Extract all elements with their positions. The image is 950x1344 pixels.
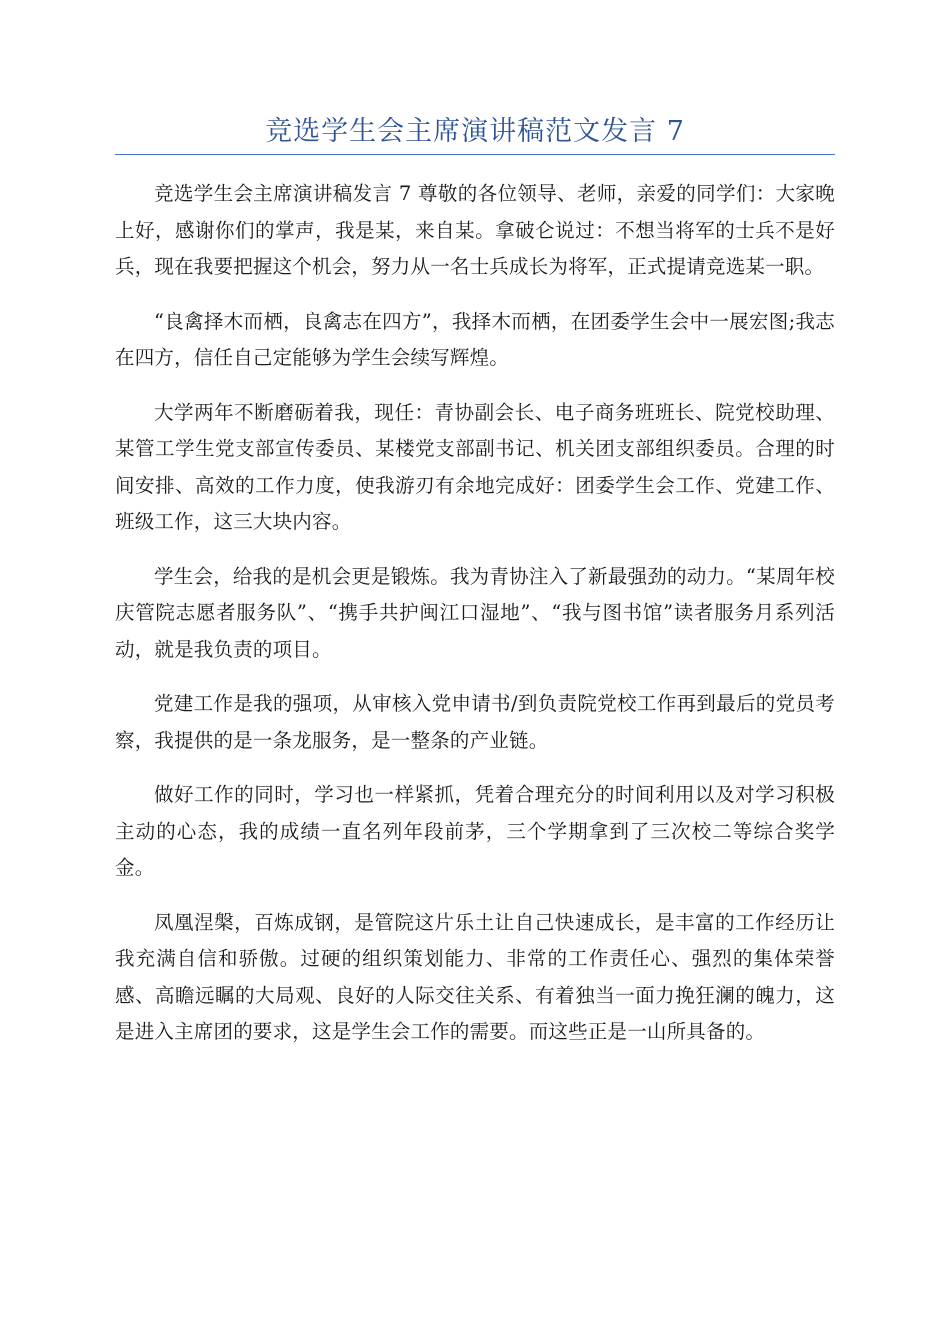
document-body bbox=[115, 176, 835, 1069]
paragraph-6: 做好工作的同时，学习也一样紧抓，凭着合理充分的时间利用以及对学习积极主动的心态，我的成绩一直名列年段前茅，三个学期拿到了三次校二等综合奖学金。 bbox=[115, 783, 835, 879]
paragraph-3: 大学两年不断磨砺着我，现任：青协副会长、电子商务班班长、院党校助理、某管工学生党支部宣传委员、某楼党支部副书记、机关团支部组织委员。合理的时间安排、高效的工作力度，使我游刃有余地完成好：团委学生会工作、党建工作、班级工作，这三大块内容。 bbox=[115, 400, 835, 533]
title-underline bbox=[115, 154, 835, 155]
paragraph-5: 党建工作是我的强项，从审核入党申请书/到负责院党校工作再到最后的党员考察，我提供的是一条龙服务，是一整条的产业链。 bbox=[115, 692, 835, 752]
page-title: 竞选学生会主席演讲稿范文发言 7 bbox=[265, 116, 685, 147]
paragraph-1: 竞选学生会主席演讲稿发言 7 尊敬的各位领导、老师，亲爱的同学们：大家晚上好，感谢你们的掌声，我是某，来自某。拿破仑说过：不想当将军的士兵不是好兵，现在我要把握这个机会，努力从一名士兵成长为将军，正式提请竞选某一职。 bbox=[115, 182, 835, 278]
paragraph-4: 学生会，给我的是机会更是锻炼。我为青协注入了新最强劲的动力。“某周年校庆管院志愿者服务队”、“携手共护闽江口湿地”、“我与图书馆”读者服务月系列活动，就是我负责的项目。 bbox=[115, 564, 835, 661]
paragraph-2: “良禽择木而栖，良禽志在四方”，我择木而栖，在团委学生会中一展宏图;我志在四方，信任自己定能够为学生会续写辉煌。 bbox=[115, 309, 835, 369]
paragraph-7: 凤凰涅槃，百炼成钢，是管院这片乐土让自己快速成长，是丰富的工作经历让我充满自信和骄傲。过硬的组织策划能力、非常的工作责任心、强烈的集体荣誉感、高瞻远瞩的大局观、良好的人际交往关系、有着独当一面力挽狂澜的魄力，这是进入主席团的要求，这是学生会工作的需要。而这些正是一山所具备的。 bbox=[115, 910, 835, 1043]
